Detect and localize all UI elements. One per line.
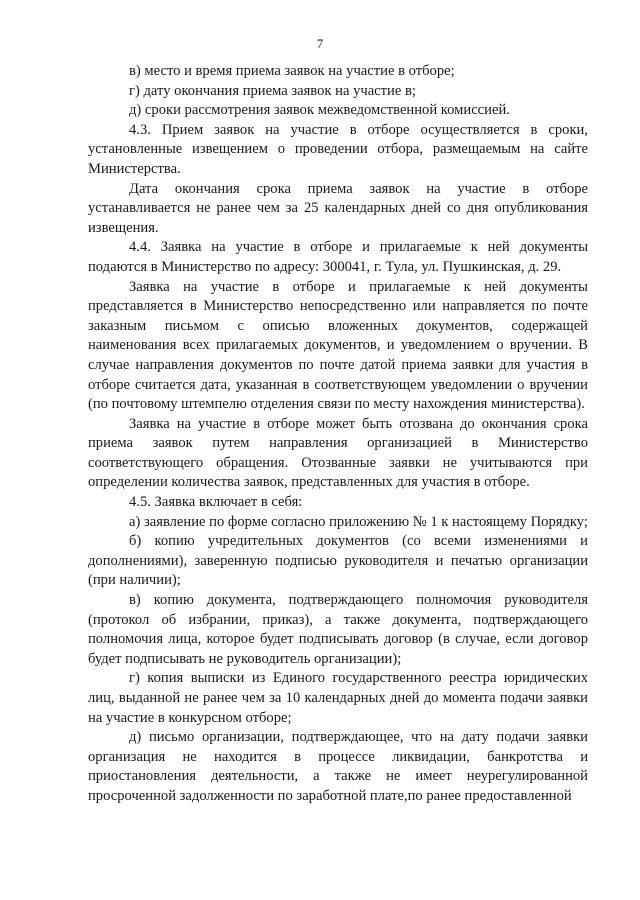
list-item-a: а) заявление по форме согласно приложению № 1 к настоящему Порядку; bbox=[129, 513, 588, 530]
paragraph-item-g: г) дату окончания приема заявок на участие в; bbox=[129, 82, 416, 99]
paragraph-4-3: 4.3. Прием заявок на участие в отборе осуществляется в сроки, установленные извещением о проведении отбора, размещаемым на сайте Министерства. bbox=[88, 121, 588, 177]
paragraph-4-4: 4.4. Заявка на участие в отборе и прилагаемые к ней документы подаются в Министерство по адресу: 300041, г. Тула, ул. Пушкинская, д. 29. bbox=[88, 239, 588, 275]
paragraph-deadline: Дата окончания срока приема заявок на участие в отборе устанавливается не ранее чем за 25 календарных дней со дня опубликования извещения. bbox=[88, 180, 588, 236]
paragraph-item-d: д) сроки рассмотрения заявок межведомственной комиссией. bbox=[129, 102, 510, 119]
list-item-g: г) копия выписки из Единого государственного реестра юридических лиц, выданной не ранее чем за 10 календарных дней до момента подачи заявки на участие в конкурсном отборе; bbox=[88, 670, 588, 726]
list-item-b: б) копию учредительных документов (со всеми изменениями и дополнениями), заверенную подписью руководителя и печатью организации (при наличии); bbox=[88, 533, 588, 589]
paragraph-withdrawal: Заявка на участие в отборе может быть отозвана до окончания срока приема заявок путем направления организацией в Министерство соответствующего обращения. Отозванные заявки не учитываются при определении количества заявок, представленных для участия в отборе. bbox=[88, 415, 588, 491]
page-number: 7 bbox=[316, 36, 324, 51]
list-item-d: д) письмо организации, подтверждающее, что на дату подачи заявки организация не находится в процессе ликвидации, банкротства и приостановления деятельности, а также не имеет неурегулированной просроченной задолженности по заработной плате,по ранее предоставленной bbox=[88, 729, 588, 804]
paragraph-submission-method: Заявка на участие в отборе и прилагаемые к ней документы представляется в Министерство непосредственно или направляется по почте заказным письмом с описью вложенных документов, содержащей наименования всех прилагаемых документов, и уведомлением о вручении. В случае направления документов по почте датой приема заявки для участия в отборе считается дата, указанная в соответствующем уведомлении о вручении (по почтовому штемпелю отделения связи по месту нахождения министерства). bbox=[88, 278, 588, 413]
list-item-v: в) копию документа, подтверждающего полномочия руководителя (протокол об избрании, приказ), а также документа, подтверждающего полномочия лица, которое будет подписывать договор (в случае, если договор будет подписывать не руководитель организации); bbox=[88, 592, 588, 667]
document-body bbox=[88, 62, 588, 807]
paragraph-item-v: в) место и время приема заявок на участие в отборе; bbox=[129, 63, 455, 79]
paragraph-4-5: 4.5. Заявка включает в себя: bbox=[129, 494, 303, 511]
